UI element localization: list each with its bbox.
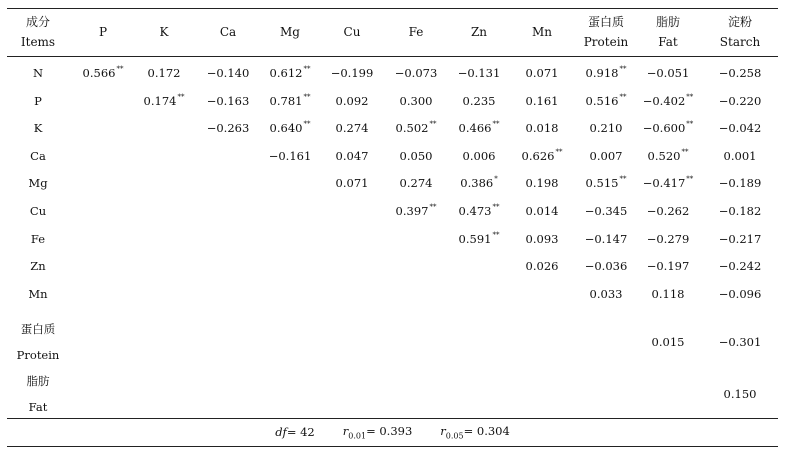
column-header	[259, 8, 321, 56]
column-header	[511, 8, 573, 56]
table-cell: 0.015	[651, 334, 685, 349]
row-label: Cu	[29, 203, 47, 218]
column-header	[575, 8, 637, 56]
table-cell: 0.001	[723, 148, 757, 163]
row-label: Ca	[30, 148, 46, 163]
table-cell: 0.014	[525, 203, 559, 218]
table-row	[7, 169, 778, 196]
row-label: N	[32, 65, 44, 80]
table-cell: −0.258	[718, 65, 762, 80]
table-cell: −0.242	[718, 258, 762, 273]
r001-note: $r_{0.01}= 0.393$	[342, 423, 413, 441]
table-cell: 0.781 **	[269, 92, 311, 108]
column-header-cn: Ca	[219, 25, 237, 39]
table-cell: −0.197	[646, 258, 690, 273]
table-cell: −0.417 **	[642, 174, 694, 190]
table-cell: −0.042	[718, 120, 762, 135]
table-bottom-rule	[7, 446, 778, 447]
table-cell: −0.279	[646, 231, 690, 246]
row-label: 蛋白质 Protein	[16, 322, 60, 362]
table-cell: 0.515 **	[585, 174, 627, 190]
table-cell: 0.071	[335, 175, 369, 190]
column-header	[637, 8, 699, 56]
column-header-cn: Mg	[280, 25, 300, 39]
table-cell: 0.473 **	[458, 202, 500, 218]
column-header	[448, 8, 510, 56]
column-header-cn: 成分	[25, 15, 50, 29]
table-cell: 0.386 *	[460, 174, 498, 190]
column-header-cn: Fe	[408, 25, 424, 39]
table-cell: −0.096	[718, 286, 762, 301]
table-cell: 0.198	[525, 175, 559, 190]
column-header	[7, 8, 69, 56]
table-row	[7, 87, 778, 114]
row-label: Zn	[30, 258, 46, 273]
table-cell: −0.301	[718, 334, 762, 349]
row-label: P	[34, 93, 42, 108]
table-cell: 0.591 **	[458, 230, 500, 246]
r005-note: $r_{0.05}= 0.304$	[440, 423, 510, 441]
table-cell: 0.026	[525, 258, 559, 273]
table-footnote	[7, 418, 778, 446]
table-cell: −0.217	[718, 231, 762, 246]
table-cell: −0.147	[584, 231, 628, 246]
table-header-rule	[7, 56, 778, 57]
table-cell: −0.163	[206, 93, 250, 108]
df-note: df= 42	[275, 425, 315, 439]
column-header-cn: Mn	[531, 25, 552, 39]
table-cell: 0.466 **	[458, 119, 500, 135]
column-header-en: Starch	[719, 35, 761, 49]
table-cell: 0.092	[335, 93, 369, 108]
row-label: Fe	[30, 231, 46, 246]
table-row	[7, 114, 778, 141]
table-cell: 0.093	[525, 231, 559, 246]
table-cell: 0.397 **	[395, 202, 437, 218]
column-header-cn: Cu	[343, 25, 361, 39]
table-cell: −0.036	[584, 258, 628, 273]
table-cell: 0.274	[399, 175, 433, 190]
table-cell: 0.047	[335, 148, 369, 163]
table-cell: 0.174 **	[143, 92, 185, 108]
table-cell: −0.402 **	[642, 92, 694, 108]
table-cell: −0.199	[330, 65, 374, 80]
table-cell: −0.131	[457, 65, 501, 80]
table-cell: 0.018	[525, 120, 559, 135]
column-header	[321, 8, 383, 56]
table-cell: 0.612 **	[269, 64, 311, 80]
table-cell: −0.189	[718, 175, 762, 190]
row-label: Mn	[28, 286, 48, 301]
table-cell: −0.262	[646, 203, 690, 218]
table-cell: 0.516 **	[585, 92, 627, 108]
table-cell: 0.033	[589, 286, 623, 301]
table-cell: 0.118	[651, 286, 685, 301]
column-header-cn: P	[98, 25, 108, 39]
table-row	[7, 142, 778, 169]
column-header	[133, 8, 195, 56]
column-header-cn: 蛋白质	[587, 15, 624, 29]
column-header-cn: Zn	[470, 25, 488, 39]
table-cell: −0.073	[394, 65, 438, 80]
table-cell: −0.182	[718, 203, 762, 218]
table-cell: 0.210	[589, 120, 623, 135]
table-cell: −0.345	[584, 203, 628, 218]
column-header	[197, 8, 259, 56]
table-cell: −0.263	[206, 120, 250, 135]
table-cell: −0.140	[206, 65, 250, 80]
table-cell: 0.566 **	[82, 64, 124, 80]
table-cell: 0.006	[462, 148, 496, 163]
row-label: Mg	[28, 175, 48, 190]
table-cell: 0.300	[399, 93, 433, 108]
table-cell: −0.161	[268, 148, 312, 163]
column-header	[709, 8, 771, 56]
column-header	[72, 8, 134, 56]
table-cell: −0.220	[718, 93, 762, 108]
column-header-en: Fat	[658, 35, 678, 49]
table-row	[7, 59, 778, 86]
table-cell: 0.274	[335, 120, 369, 135]
table-cell: 0.150	[723, 386, 757, 401]
column-header	[385, 8, 447, 56]
column-header-cn: 脂肪	[655, 15, 680, 29]
table-cell: 0.161	[525, 93, 559, 108]
row-label: 脂肪 Fat	[26, 374, 50, 414]
table-cell: 0.172	[147, 65, 181, 80]
row-label: K	[33, 120, 43, 135]
table-row	[7, 252, 778, 279]
table-cell: 0.235	[462, 93, 496, 108]
table-cell: 0.640 **	[269, 119, 311, 135]
table-cell: 0.520 **	[647, 147, 689, 163]
column-header-en: Protein	[583, 35, 629, 49]
table-row	[7, 197, 778, 224]
column-header-cn: 淀粉	[727, 15, 752, 29]
table-cell: 0.071	[525, 65, 559, 80]
table-cell: −0.600 **	[642, 119, 694, 135]
table-cell: 0.007	[589, 148, 623, 163]
table-cell: 0.626 **	[521, 147, 563, 163]
table-cell: −0.051	[646, 65, 690, 80]
table-row	[7, 280, 778, 307]
column-header-cn: K	[159, 25, 169, 39]
table-cell: 0.050	[399, 148, 433, 163]
table-cell: 0.502 **	[395, 119, 437, 135]
column-header-en: Items	[20, 35, 56, 49]
table-row	[7, 225, 778, 252]
table-cell: 0.918 **	[585, 64, 627, 80]
